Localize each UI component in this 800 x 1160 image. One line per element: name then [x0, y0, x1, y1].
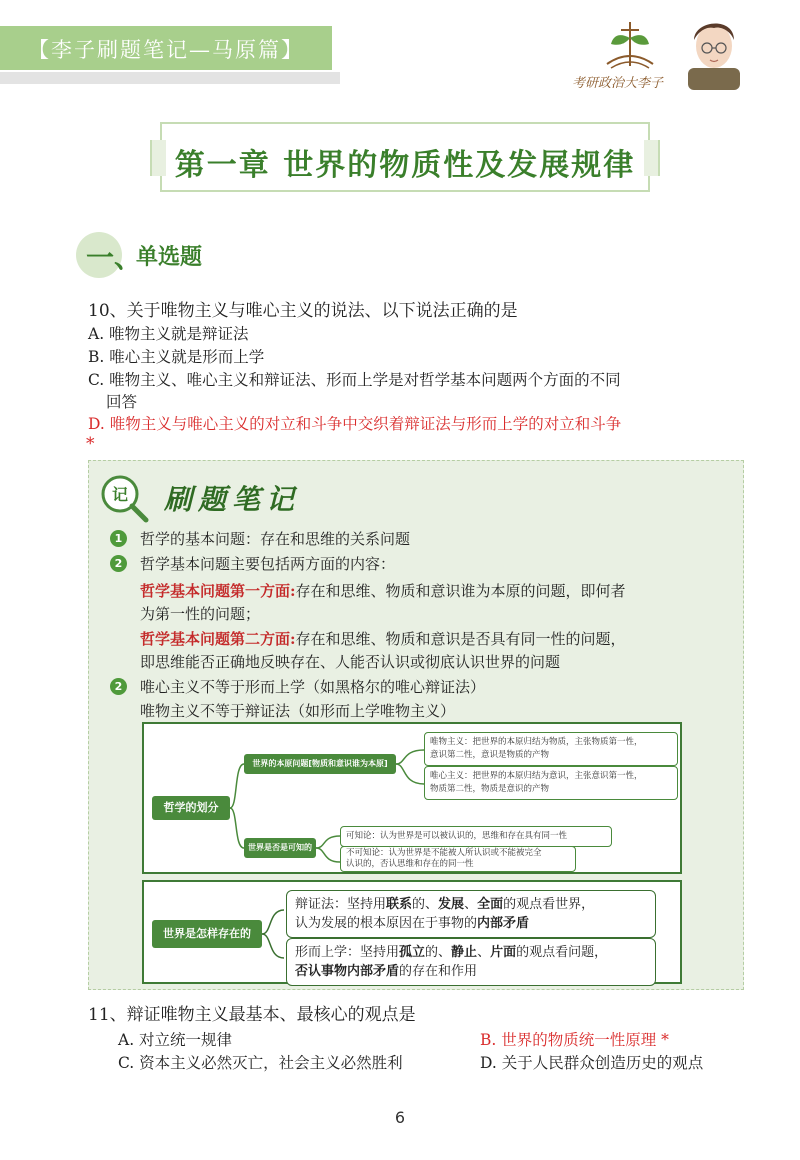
- diagram-dialectics-box: 辩证法：坚持用联系的、发展、全面的观点看世界， 认为发展的根本原因在于事物的内部矛盾: [286, 890, 656, 938]
- note-line-3: [140, 580, 626, 601]
- q10-option-c-cont: 回答: [106, 393, 138, 411]
- notes-title: 刷题笔记: [164, 483, 301, 516]
- note-line-2: 哲学基本问题主要包括两方面的内容：: [140, 555, 396, 573]
- diagram-leaf-idealism: 唯心主义：把世界的本原归结为意识，主张意识第一性， 物质第二性，物质是意识的产物: [424, 766, 678, 800]
- header-bar: [0, 26, 332, 70]
- note-line-7: 唯心主义不等于形而上学（如黑格尔的唯心辩证法）: [140, 678, 486, 696]
- chapter-title-box: [160, 122, 650, 192]
- q11-option-c: C. 资本主义必然灭亡，社会主义必然胜利: [118, 1054, 403, 1072]
- magnifier-note-icon: [96, 470, 152, 526]
- diagram-root-world-existence: 世界是怎样存在的: [152, 920, 262, 948]
- section-title: 单选题: [136, 245, 203, 270]
- q10-option-c: C. 唯物主义、唯心主义和辩证法、形而上学是对哲学基本问题两个方面的不同: [88, 371, 621, 389]
- q10-option-b: B. 唯心主义就是形而上学: [88, 348, 265, 366]
- diagram-metaphysics-box: 形而上学：坚持用孤立的、静止、片面的观点看问题， 否认事物内部矛盾的存在和作用: [286, 938, 656, 986]
- note-line-6: 即思维能否正确地反映存在、人能否认识或彻底认识世界的问题: [140, 653, 561, 671]
- note-line-1: 哲学的基本问题：存在和思维的关系问题: [140, 530, 411, 548]
- q11-option-a: A. 对立统一规律: [118, 1031, 233, 1049]
- world-existence-diagram: [142, 880, 682, 984]
- diagram-leaf-agnosticism: 不可知论：认为世界是不能被人所认识或不能被完全 认识的，否认思维和存在的同一性: [340, 846, 576, 872]
- note-first-aspect-text: 存在和思维、物质和意识谁为本原的问题，即何者: [295, 582, 626, 600]
- header-rule: [0, 72, 340, 84]
- bullet-badge-2: 2: [110, 555, 127, 572]
- chapter-title: 第一章 世界的物质性及发展规律: [174, 148, 636, 183]
- diagram-branch-origin: 世界的本原问题[物质和意识谁为本原]: [244, 754, 396, 774]
- question-10-stem: 10、关于唯物主义与唯心主义的说法、以下说法正确的是: [88, 301, 518, 321]
- note-second-aspect-text: 存在和思维、物质和意识是否具有同一性的问题，: [295, 630, 626, 648]
- q10-answer-mark: *: [86, 434, 95, 454]
- question-11-stem: 11、辩证唯物主义最基本、最核心的观点是: [88, 1005, 416, 1025]
- notes-icon-char: 记: [111, 485, 129, 504]
- note-first-aspect-label: 哲学基本问题第一方面:: [140, 582, 296, 600]
- page-number: 6: [394, 1108, 406, 1127]
- diagram-leaf-agnostic-knowable: 可知论：认为世界是可以被认识的，思维和存在具有同一性: [340, 826, 612, 847]
- diagram-branch-knowable: 世界是否是可知的: [244, 838, 316, 858]
- q11-option-b-answer: B. 世界的物质统一性原理 *: [480, 1031, 669, 1049]
- philosophy-division-diagram: [142, 722, 682, 874]
- diagram-leaf-materialism: 唯物主义：把世界的本原归结为物质，主张物质第一性， 意识第二性，意识是物质的产物: [424, 732, 678, 766]
- header-title: 【李子刷题笔记—马原篇】: [28, 38, 304, 62]
- section-number: 一、: [86, 241, 143, 274]
- note-line-5: [140, 628, 626, 649]
- q10-option-a: A. 唯物主义就是辩证法: [88, 325, 249, 343]
- note-line-4: 为第一性的问题；: [140, 605, 261, 623]
- q11-option-d: D. 关于人民群众创造历史的观点: [480, 1054, 704, 1072]
- author-avatar-icon: [680, 10, 748, 90]
- bullet-badge-3: 2: [110, 678, 127, 695]
- note-second-aspect-label: 哲学基本问题第二方面:: [140, 630, 296, 648]
- brand-text: 考研政治大李子: [572, 76, 664, 91]
- bullet-badge-1: 1: [110, 530, 127, 547]
- diagram-root-philosophy: 哲学的划分: [152, 796, 230, 820]
- q10-option-d-answer: D. 唯物主义与唯心主义的对立和斗争中交织着辩证法与形而上学的对立和斗争: [88, 415, 622, 433]
- note-line-8: 唯物主义不等于辩证法（如形而上学唯物主义）: [140, 702, 456, 720]
